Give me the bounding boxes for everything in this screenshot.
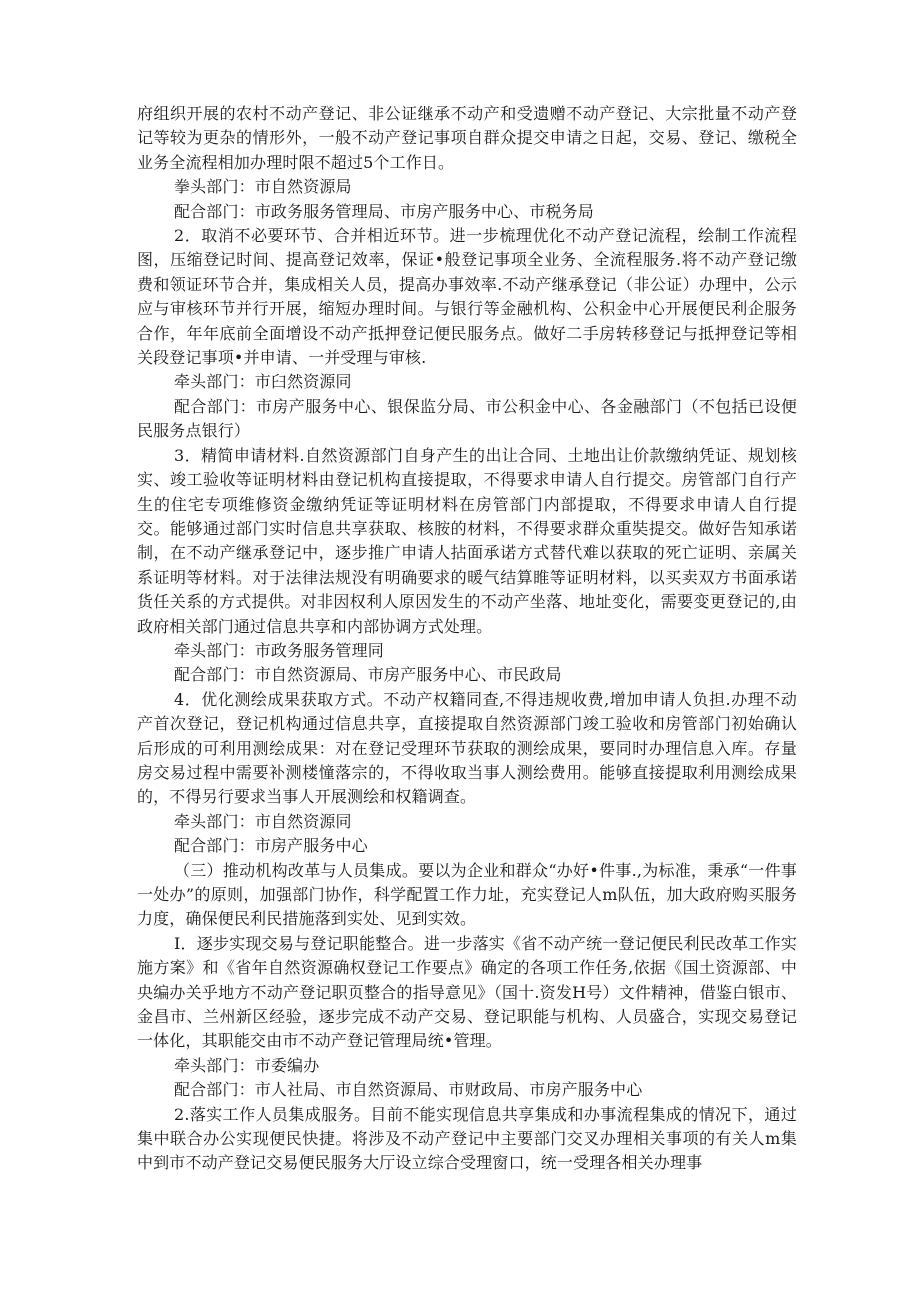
- paragraph: 配合部门：市政务服务管理局、市房产服务中心、市税务局: [174, 201, 594, 221]
- paragraph: 配合部门：市房产服务中心、银保监分局、市公积金中心、各金融部门（不包括已设便民服务点银行）: [137, 396, 797, 441]
- paragraph: 3．精简申请材料.自然资源部门自身产生的出让合同、土地出让价款缴纳凭证、规划核实、竣工验收等证明材料由登记机构直接提取，不得要求申请人自行提交。房管部门自行产生的住宅专项维修资金缴纳凭证等证明材料在房管部门内部提取，不得要求申请人自行提交。能够通过部门实时信息共享获取、核胺的材料，不得要求群众重奘提交。做好告知承诺制，在不动产继承登记中，逐步推广申请人拈面承诺方式替代难以获取的死亡证明、亲属关系证明等材料。对于法律法规没有明确要求的暖气结算睢等证明材料，以买卖双方书面承诺货任关系的方式提供。对非因权利人原因发生的不动产坐落、地址变化，需要变更登记的,由政府相关部门通过信息共享和内部协调方式处理。: [137, 445, 797, 636]
- paragraph: 2.落实工作人员集成服务。目前不能实现信息共享集成和办事流程集成的情况下，通过集中联合办公实现便民快捷。将涉及不动产登记中主要部门交叉办理相关事项的有关人m集中到市不动产登记交易便民服务大厅设立综合受理窗口，统一受理各相关办理事: [137, 1104, 797, 1173]
- paragraph: 牵头部门：市自然资源同: [174, 811, 352, 831]
- paragraph: 4．优化测绘成果获取方式。不动产权籍同查,不得违规收费,增加申请人负担.办理不动产首次登记，登记机构通过信息共享，直接提取自然资源部门竣工验收和房管部门初始确认后形成的可利用测绘成果：对在登记受理环节获取的测绘成果，要同时办理信息入库。存量房交易过程中需要补测楼憧落宗的，不得收取当事人测绘费用。能够直接提取利用测绘成果的，不得另行要求当事人开展测绘和权籍调查。: [137, 689, 797, 807]
- paragraph: 牵头部门：市委编办: [174, 1055, 320, 1075]
- paragraph: 配合部门：市人社局、市自然资源局、市财政局、市房产服务中心: [174, 1080, 643, 1100]
- paragraph: 配合部门：市自然资源局、市房产服务中心、市民政局: [174, 665, 562, 685]
- paragraph: 牵头部门：市臼然资源同: [174, 372, 352, 392]
- paragraph: 牵头部门：市政务服务管理同: [174, 640, 384, 660]
- paragraph: 2．取消不必要环节、合并相近环节。进一步梳理优化不动产登记流程，绘制工作流程图，压缩登记时间、提高登记效率，保证•般登记事项全业务、全流程服务.将不动产登记缴费和领证环节合并，集成相关人员，提高办事效率.不动产继承登记（非公证）办理中，公示应与审核环节并行开展，缩短办理时间。与银行等金融机构、公积金中心开展便民利企服务合作，年年底前全面增设不动产抵押登记便民服务点。做好二手房转移登记与抵押登记等相关段登记事项•并申请、一并受理与审核.: [137, 226, 797, 368]
- paragraph: 府组织开展的农村不动产登记、非公证继承不动产和受遗赠不动产登记、大宗批量不动产登记等较为更杂的情形外，一般不动产登记事项自群众提交申请之日起，交易、登记、缴税全业务全流程相加办理时限不超过5个工作日。: [137, 104, 797, 172]
- document-body: [137, 102, 797, 1176]
- paragraph: 配合部门：市房产服务中心: [174, 836, 368, 856]
- paragraph: 拳头部门：市自然资源局: [174, 177, 352, 197]
- paragraph: I．逐步实现交易与登记职能整合。进一步落实《省不动产统一登记便民利民改革工作实施方案》和《省年自然资源确权登记工作要点》确定的各项工作任务,依据《国土资源部、中央编办关乎地方不动产登记职页整合的指导意见》（国十.资发H号）文件精神，借鉴白银市、金昌市、兰州新区经验，逐步完成不动产交易、登记职能与机构、人员盛合，实现交易登记一体化，其职能交由市不动产登记管理局统•管理。: [137, 933, 797, 1051]
- paragraph: （三）推动机构改革与人员集成。要以为企业和群众“办好•件事.,为标准，秉承“一件事一处办”的原则，加强部门协作，科学配置工作力址，充实登记人m队伍，加大政府购买服务力度，确保便民利民措施落到实处、见到实效。: [137, 860, 797, 929]
